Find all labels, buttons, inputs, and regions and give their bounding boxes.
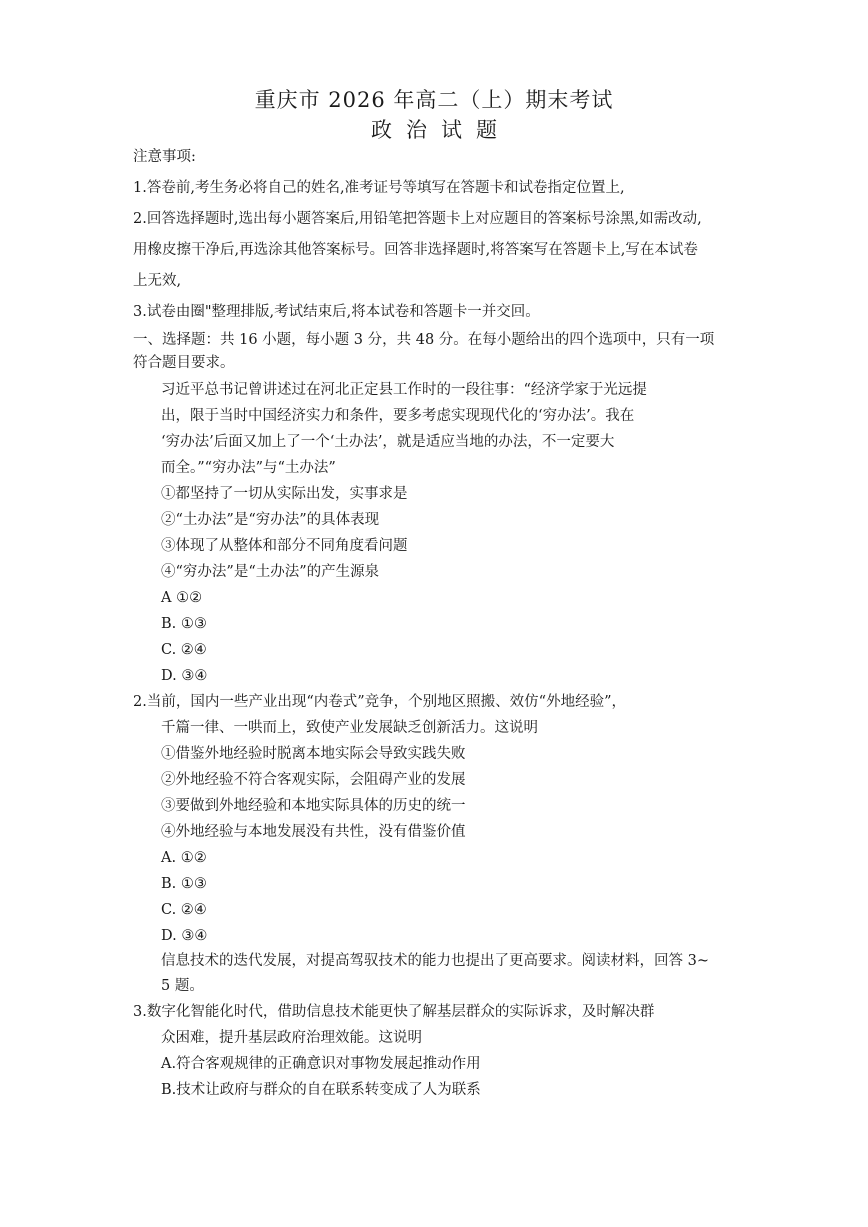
notice-line: 1.答卷前,考生务必将自己的姓名,准考证号等填写在答题卡和试卷指定位置上, bbox=[133, 180, 625, 196]
notice-line: 上无效, bbox=[133, 273, 182, 289]
notice-line: 用橡皮擦干净后,再选涂其他答案标号。回答非选择题时,将答案写在答题卡上,写在本试卷 bbox=[133, 242, 698, 258]
q2-statement: ①借鉴外地经验时脱离本地实际会导致实践失败 bbox=[161, 746, 466, 762]
q1-statement: ①都坚持了一切从实际出发，实事求是 bbox=[161, 486, 408, 502]
exam-title: 重庆市 2026 年高二（上）期末考试 bbox=[254, 88, 614, 112]
q1-option: B. ①③ bbox=[161, 616, 207, 632]
q3-stem-line: 众困难，提升基层政府治理效能。这说明 bbox=[161, 1030, 422, 1046]
exam-subtitle: 政治试题 bbox=[371, 118, 511, 142]
section-heading: 符合题目要求。 bbox=[133, 355, 235, 371]
q2-option: C. ②④ bbox=[161, 902, 207, 918]
material-intro-line: 信息技术的迭代发展，对提高驾驭技术的能力也提出了更高要求。阅读材料，回答 3~ bbox=[161, 953, 709, 969]
q3-stem-line: 3.数字化智能化时代，借助信息技术能更快了解基层群众的实际诉求，及时解决群 bbox=[133, 1004, 655, 1020]
notice-line: 3.试卷由圈"整理排版,考试结束后,将本试卷和答题卡一并交回。 bbox=[133, 304, 540, 320]
q2-option: B. ①③ bbox=[161, 876, 207, 892]
q3-option: A.符合客观规律的正确意识对事物发展起推动作用 bbox=[161, 1056, 481, 1072]
q1-option: C. ②④ bbox=[161, 642, 207, 658]
q2-statement: ③要做到外地经验和本地实际具体的历史的统一 bbox=[161, 798, 466, 814]
material-intro-line: 5 题。 bbox=[161, 978, 204, 994]
notice-line: 2.回答选择题时,选出每小题答案后,用铅笔把答题卡上对应题目的答案标号涂黑,如需改动, bbox=[133, 211, 702, 227]
q2-option: A. ①② bbox=[161, 850, 207, 866]
q1-option: D. ③④ bbox=[161, 668, 208, 684]
q1-statement: ②“土办法”是“穷办法”的具体表现 bbox=[161, 512, 380, 528]
q2-statement: ②外地经验不符合客观实际，会阻碍产业的发展 bbox=[161, 772, 466, 788]
q3-option: B.技术让政府与群众的自在联系转变成了人为联系 bbox=[161, 1082, 481, 1098]
q1-stem-line: 习近平总书记曾讲述过在河北正定县工作时的一段往事：“经济学家于光远提 bbox=[161, 382, 647, 398]
q1-stem-line: 出，限于当时中国经济实力和条件，要多考虑实现现代化的‘穷办法’。我在 bbox=[161, 408, 635, 424]
q1-stem-line: ‘穷办法’后面又加上了一个‘土办法’，就是适应当地的办法，不一定要大 bbox=[161, 434, 615, 450]
q2-option: D. ③④ bbox=[161, 928, 208, 944]
section-heading: 一、选择题：共 16 小题，每小题 3 分，共 48 分。在每小题给出的四个选项中，只有一项 bbox=[133, 332, 715, 348]
q1-stem-line: 而全。”“穷办法”与“土办法” bbox=[161, 460, 336, 476]
q2-stem-line: 2.当前，国内一些产业出现“内卷式”竞争，个别地区照搬、效仿“外地经验”， bbox=[133, 694, 626, 710]
q1-statement: ③体现了从整体和部分不同角度看问题 bbox=[161, 538, 408, 554]
q2-stem-line: 千篇一律、一哄而上，致使产业发展缺乏创新活力。这说明 bbox=[161, 720, 538, 736]
q2-statement: ④外地经验与本地发展没有共性，没有借鉴价值 bbox=[161, 824, 466, 840]
q1-statement: ④“穷办法”是“土办法”的产生源泉 bbox=[161, 564, 380, 580]
q1-option: A ①② bbox=[161, 590, 203, 606]
notice-heading: 注意事项: bbox=[133, 149, 196, 165]
